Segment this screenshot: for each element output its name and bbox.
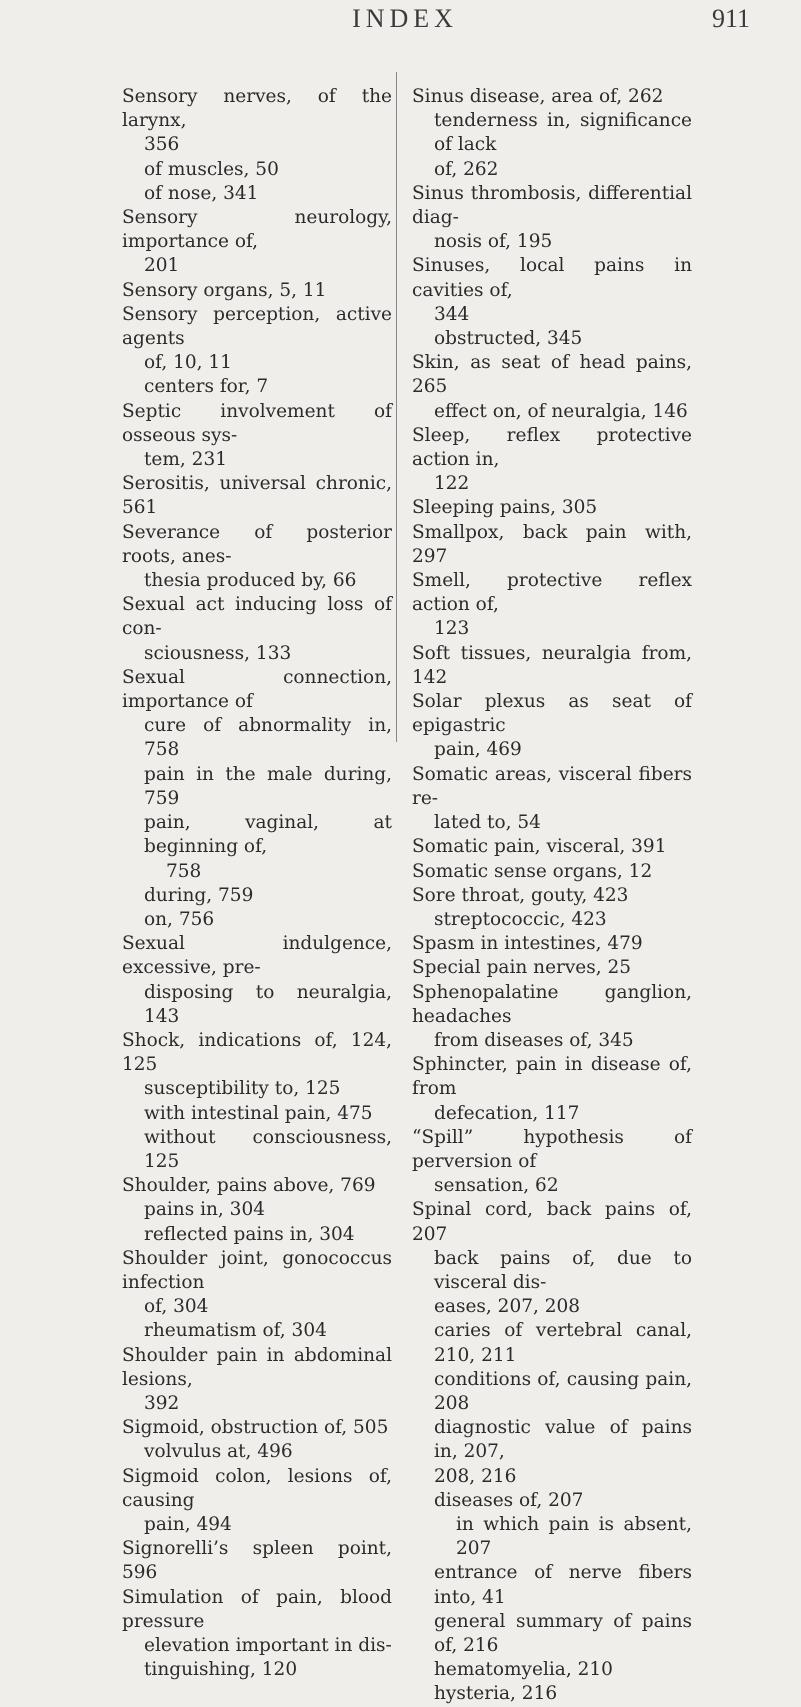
index-entry: Severance of posterior roots, anes- — [122, 521, 392, 567]
index-entry: Somatic areas, visceral fibers re- — [412, 763, 692, 809]
index-entry: streptococcic, 423 — [434, 908, 607, 930]
index-entry: rheumatism of, 304 — [144, 1320, 327, 1342]
index-entry: 208, 216 — [434, 1465, 517, 1487]
index-entry: Sensory organs, 5, 11 — [122, 279, 327, 301]
index-entry: Serositis, universal chronic, 561 — [122, 473, 392, 519]
index-entry: centers for, 7 — [144, 376, 269, 398]
index-entry: Sensory neurology, importance of, — [122, 207, 392, 253]
index-entry: effect on, of neuralgia, 146 — [434, 400, 688, 422]
index-entry: 201 — [144, 255, 180, 277]
index-entry: Sigmoid colon, lesions of, causing — [122, 1465, 392, 1511]
index-entry: tinguishing, 120 — [144, 1659, 298, 1681]
index-entry: of, 262 — [434, 158, 499, 180]
index-entry: of nose, 341 — [144, 182, 259, 204]
index-entry: of muscles, 50 — [144, 158, 279, 180]
index-entry: Sigmoid, obstruction of, 505 — [122, 1417, 389, 1439]
index-entry: diagnostic value of pains in, 207, — [434, 1417, 692, 1463]
index-entry: Shoulder pain in abdominal lesions, — [122, 1344, 392, 1390]
index-entry: Somatic pain, visceral, 391 — [412, 836, 667, 858]
index-entry: Sexual indulgence, excessive, pre- — [122, 933, 392, 979]
index-entry: tem, 231 — [144, 449, 227, 471]
index-entry: Sinus thrombosis, differential diag- — [412, 182, 692, 229]
index-entry: 344 — [434, 303, 470, 325]
index-entry: Septic involvement of osseous sys- — [122, 400, 392, 446]
index-entry: of, 304 — [144, 1296, 209, 1318]
index-entry: entrance of nerve fibers into, 41 — [434, 1562, 692, 1608]
index-entry: reflected pains in, 304 — [144, 1223, 355, 1245]
index-entry: eases, 207, 208 — [434, 1296, 581, 1318]
index-entry: pain, vaginal, at beginning of, — [144, 812, 392, 858]
index-entry: disposing to neuralgia, 143 — [144, 981, 392, 1027]
index-entry: Sensory nerves, of the larynx, — [122, 86, 392, 132]
index-entry: Shock, indications of, 124, 125 — [122, 1029, 392, 1076]
index-entry: defecation, 117 — [434, 1102, 580, 1124]
index-entry: obstructed, 345 — [434, 328, 583, 350]
index-entry: susceptibility to, 125 — [144, 1078, 341, 1100]
index-entry: 392 — [144, 1392, 180, 1414]
index-entry: thesia produced by, 66 — [144, 570, 357, 592]
index-entry: Sinuses, local pains in cavities of, — [412, 255, 692, 301]
page-header-title: INDEX — [352, 4, 458, 33]
index-entry: without consciousness, 125 — [144, 1126, 392, 1172]
index-entry: Solar plexus as seat of epigastric — [412, 691, 692, 737]
index-entry: in which pain is absent, 207 — [456, 1513, 692, 1560]
index-entry: Sinus disease, area of, 262 — [412, 86, 664, 107]
index-entry: on, 756 — [144, 908, 215, 930]
index-entry: “Spill” hypothesis of perversion of — [412, 1126, 692, 1172]
index-entry: Sphincter, pain in disease of, from — [412, 1054, 692, 1100]
index-entry: sciousness, 133 — [144, 642, 292, 664]
index-entry: 356 — [144, 134, 180, 156]
index-entry: Sleeping pains, 305 — [412, 497, 598, 519]
index-entry: tenderness in, significance of lack — [434, 110, 692, 156]
index-entry: hysteria, 216 — [434, 1683, 558, 1705]
index-entry: from diseases of, 345 — [434, 1029, 634, 1051]
index-entry: Sensory perception, active agents — [122, 303, 392, 350]
index-entry: of, 10, 11 — [144, 352, 232, 374]
index-entry: pains in, 304 — [144, 1199, 265, 1221]
index-entry: Simulation of pain, blood pressure — [122, 1586, 392, 1632]
index-entry: Somatic sense organs, 12 — [412, 860, 653, 882]
index-entry: Soft tissues, neuralgia from, 142 — [412, 642, 692, 688]
index-entry: caries of vertebral canal, 210, 211 — [434, 1320, 692, 1366]
index-entry: elevation important in dis- — [144, 1635, 392, 1656]
column-divider — [396, 72, 397, 742]
index-entry: Shoulder joint, gonococcus infection — [122, 1247, 392, 1293]
index-entry: back pains of, due to visceral dis- — [434, 1247, 692, 1293]
index-entry: Sleep, reflex protective action in, — [412, 424, 692, 471]
index-entry: Special pain nerves, 25 — [412, 957, 632, 979]
index-entry: diseases of, 207 — [434, 1489, 584, 1511]
index-entry: Sexual act inducing loss of con- — [122, 594, 392, 640]
index-entry: hematomyelia, 210 — [434, 1659, 613, 1681]
page-number: 911 — [712, 4, 751, 33]
index-entry: Smell, protective reflex action of, — [412, 570, 692, 616]
index-entry: Skin, as seat of head pains, 265 — [412, 352, 692, 398]
index-entry: Smallpox, back pain with, 297 — [412, 521, 692, 567]
index-entry: nosis of, 195 — [434, 231, 553, 253]
index-entry: pain, 494 — [144, 1513, 232, 1535]
index-entry: pain in the male during, 759 — [144, 763, 392, 809]
index-entry: Sore throat, gouty, 423 — [412, 884, 629, 906]
index-entry: Sphenopalatine ganglion, headaches — [412, 981, 692, 1027]
index-entry: Spasm in intestines, 479 — [412, 933, 643, 955]
index-entry: Sexual connection, importance of — [122, 666, 392, 713]
index-column-right — [412, 85, 692, 1707]
index-entry: lated to, 54 — [434, 812, 541, 834]
index-entry: 123 — [434, 618, 470, 640]
index-entry: general summary of pains of, 216 — [434, 1610, 692, 1656]
index-entry: cure of abnormality in, 758 — [144, 715, 392, 761]
index-entry: Shoulder, pains above, 769 — [122, 1175, 376, 1197]
index-entry: 122 — [434, 473, 470, 495]
index-entry: 758 — [166, 860, 202, 882]
index-entry: sensation, 62 — [434, 1175, 559, 1197]
index-entry: volvulus at, 496 — [144, 1441, 293, 1463]
index-entry: Signorelli’s spleen point, 596 — [122, 1538, 392, 1584]
index-entry: pain, 469 — [434, 739, 522, 761]
index-entry: during, 759 — [144, 884, 254, 906]
index-entry: with intestinal pain, 475 — [144, 1102, 373, 1124]
index-column-left — [122, 85, 392, 1682]
index-entry: Spinal cord, back pains of, 207 — [412, 1199, 692, 1245]
index-entry: conditions of, causing pain, 208 — [434, 1368, 692, 1414]
